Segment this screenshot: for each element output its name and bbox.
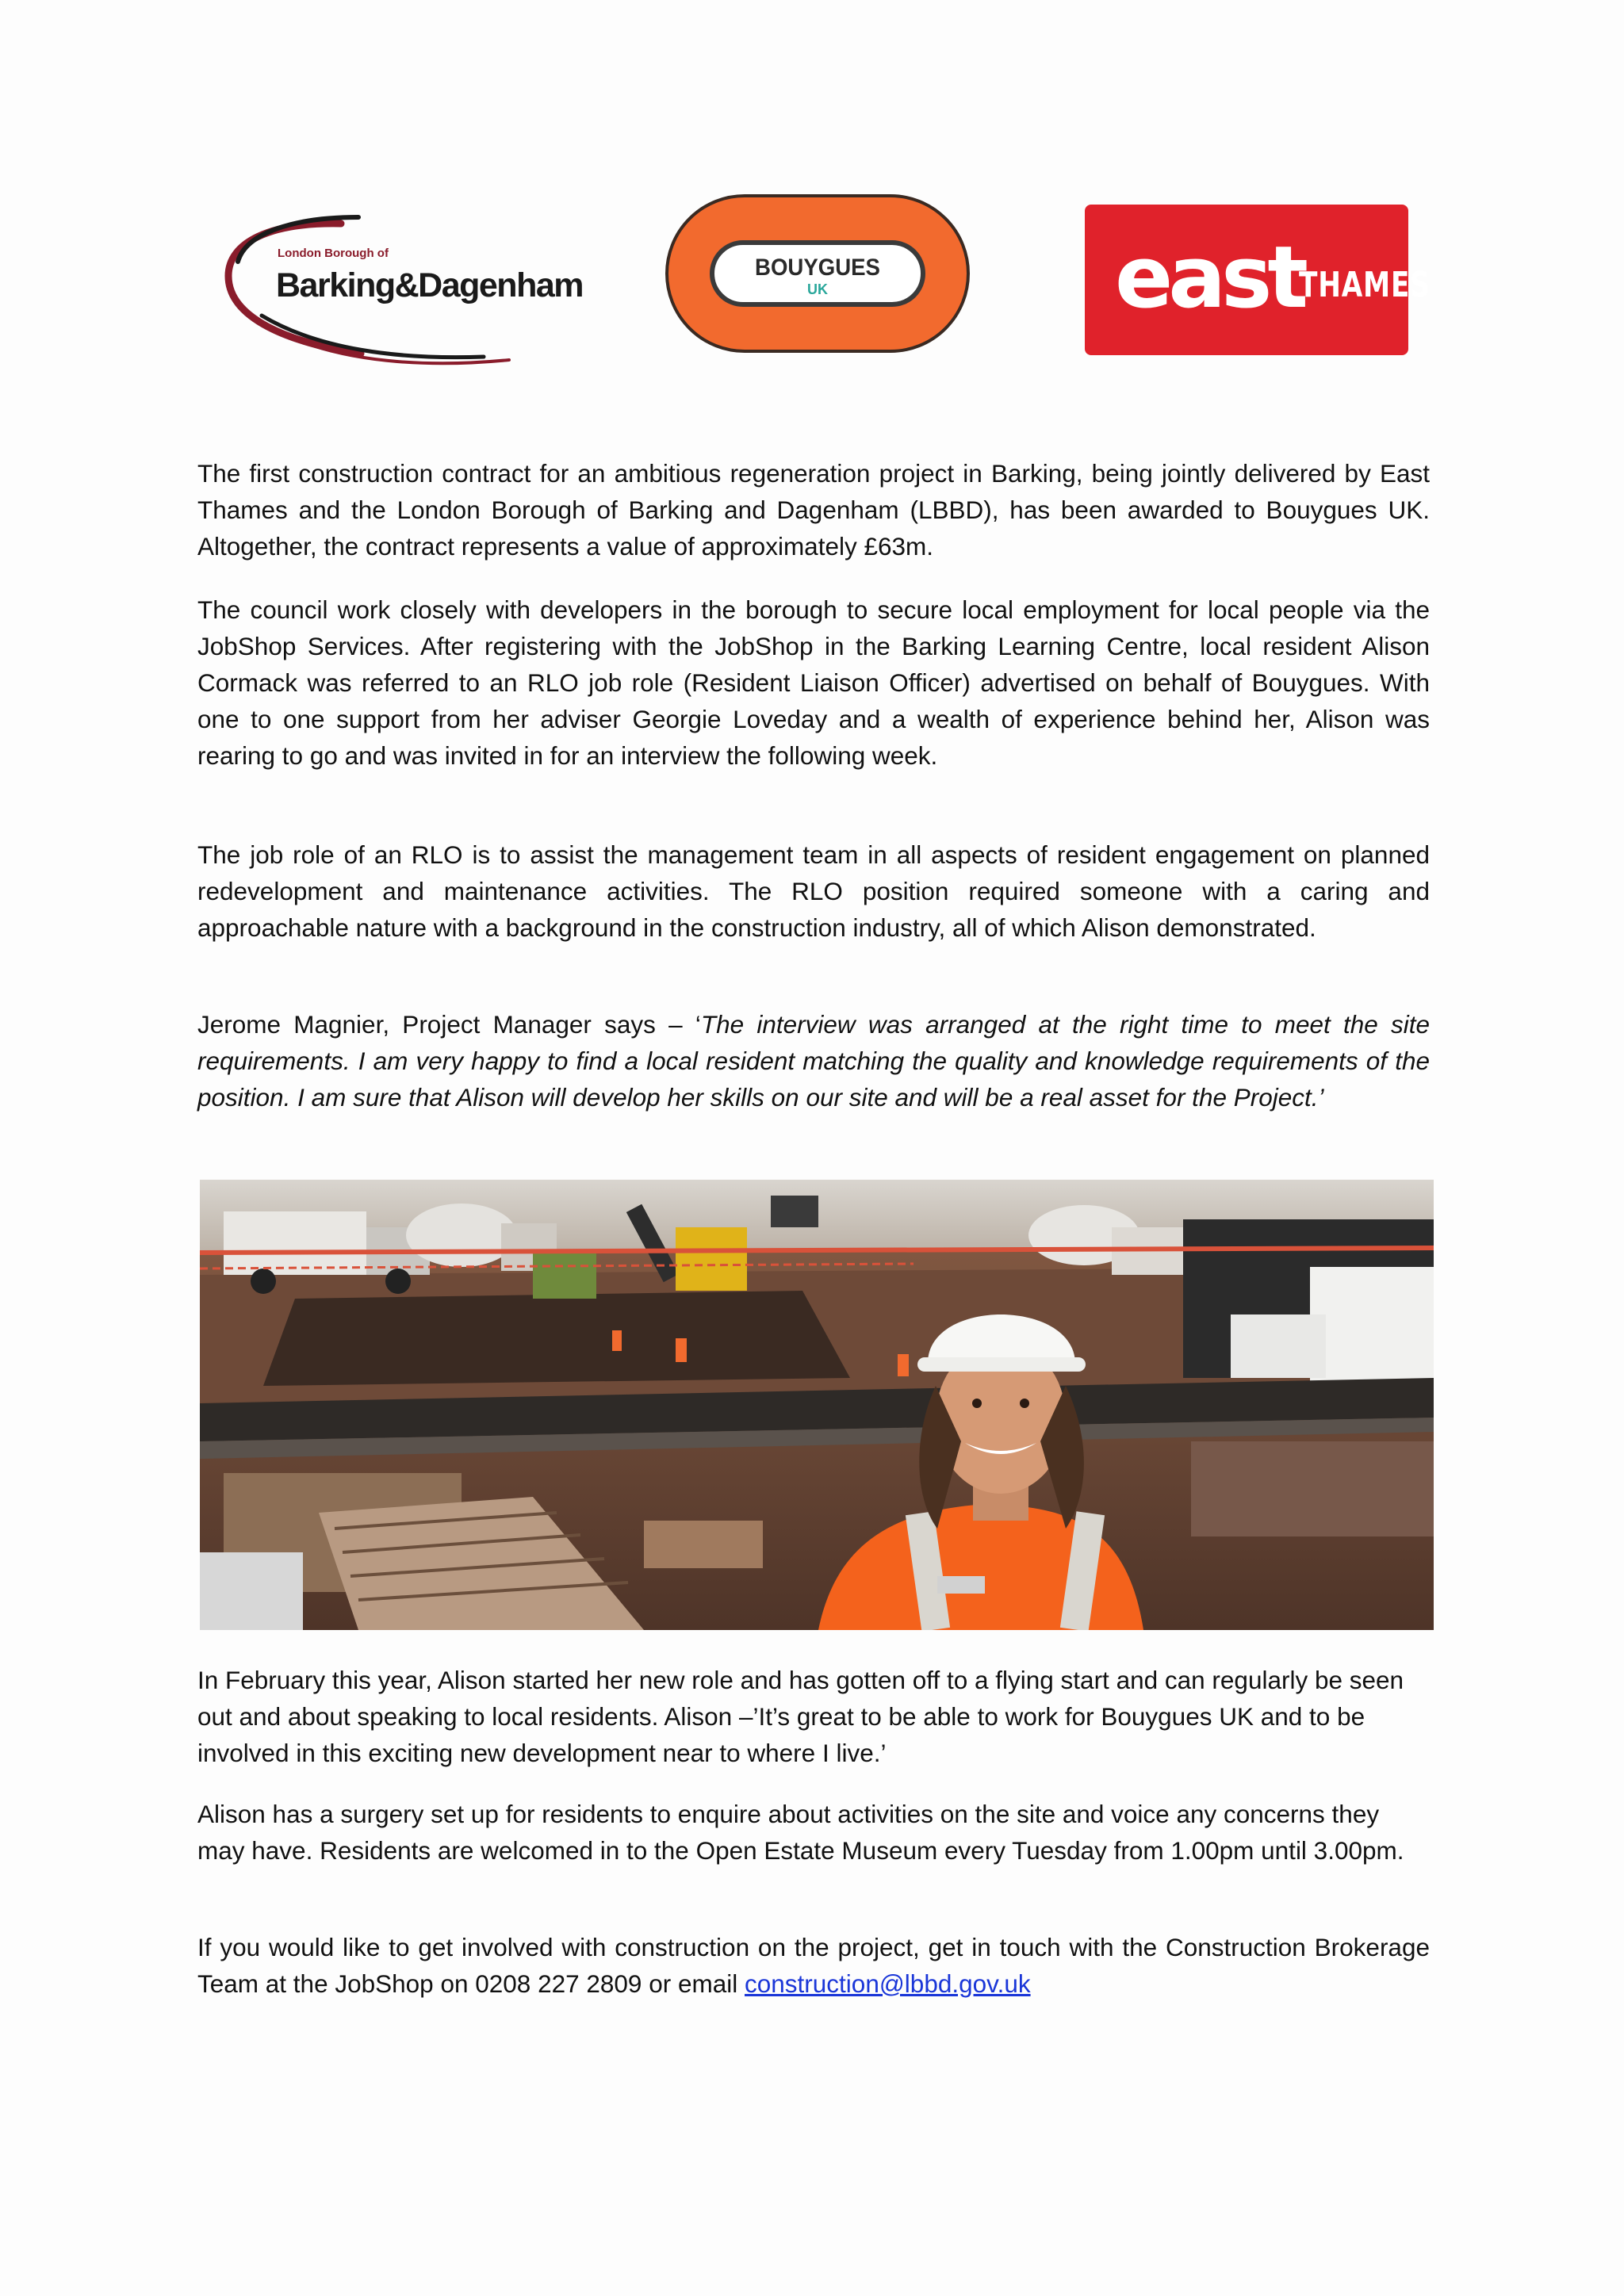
paragraph-jobshop-referral: The council work closely with developers in the borough to secure local employment for local people via the JobShop Services. After registering with the JobShop in the Barking Learning Centre, local resident Alison Cormack was referred to an RLO job role (Resident Liaison Officer) advertised on behalf of Bouygues. With one to one support from her adviser Georgie Loveday and a wealth of experience behind her, Alison was rearing to go and was invited in for an interview the following week. — [197, 595, 1430, 770]
photo-illustration — [200, 1180, 1434, 1630]
bouygues-badge — [665, 193, 971, 354]
quote-attribution: Jerome Magnier, Project Manager says – ‘ — [197, 1010, 701, 1039]
construction-site-photo — [200, 1180, 1434, 1630]
barking-dagenham-swoosh — [222, 212, 603, 371]
paragraph-contact — [197, 1929, 1430, 2002]
barking-small-text: London Borough of — [278, 247, 389, 260]
paragraph-new-role: In February this year, Alison started her new role and has gotten off to a flying start and can regularly be seen out and about speaking to local residents. Alison –’It’s great to be able to work for Bouygues UK and to be involved in this exciting new development near to where I live.’ — [197, 1666, 1404, 1767]
east-text: east — [1115, 228, 1304, 327]
paragraph-surgery: Alison has a surgery set up for residents to enquire about activities on the site and voice any concerns they may have. Residents are welcomed in to the Open Estate Museum every Tuesday from 1.00pm until 3.00pm. — [197, 1800, 1404, 1865]
contact-text: If you would like to get involved with construction on the project, get in touch with the Construction Brokerage Team at the JobShop on 0208 227 2809 or email — [197, 1933, 1430, 1998]
thames-text: THAMES — [1299, 265, 1431, 305]
barking-name-text: Barking&Dagenham — [276, 266, 583, 304]
paragraph-rlo-role: The job role of an RLO is to assist the management team in all aspects of resident engagement on planned redevelopment and maintenance activities. The RLO position required someone with a caring and approachable nature with a background in the construction industry, all of which Alison demonstrated. — [197, 840, 1430, 942]
paragraph-manager-quote — [197, 1006, 1430, 1115]
paragraph-contract-award: The first construction contract for an ambitious regeneration project in Barking, being jointly delivered by East Thames and the London Borough of Barking and Dagenham (LBBD), has been awarded to Bouygues UK. Altogether, the contract represents a value of approximately £63m. — [197, 459, 1430, 561]
east-thames-wordmark — [1115, 227, 1431, 330]
quote-text: The interview was arranged at the right time to meet the site requirements. I am very happy to find a local resident matching the quality and knowledge requirements of the position. I am sure that Alison will develop her skills on our site and will be a real asset for the Project.’ — [197, 1010, 1431, 1112]
email-link[interactable]: construction@lbbd.gov.uk — [745, 1969, 1031, 1998]
bouygues-uk-text: UK — [807, 281, 828, 297]
east-thames-logo — [1085, 205, 1431, 355]
bouygues-uk-logo — [665, 193, 971, 354]
bouygues-name-text: BOUYGUES — [755, 254, 880, 281]
barking-dagenham-logo — [222, 212, 603, 371]
